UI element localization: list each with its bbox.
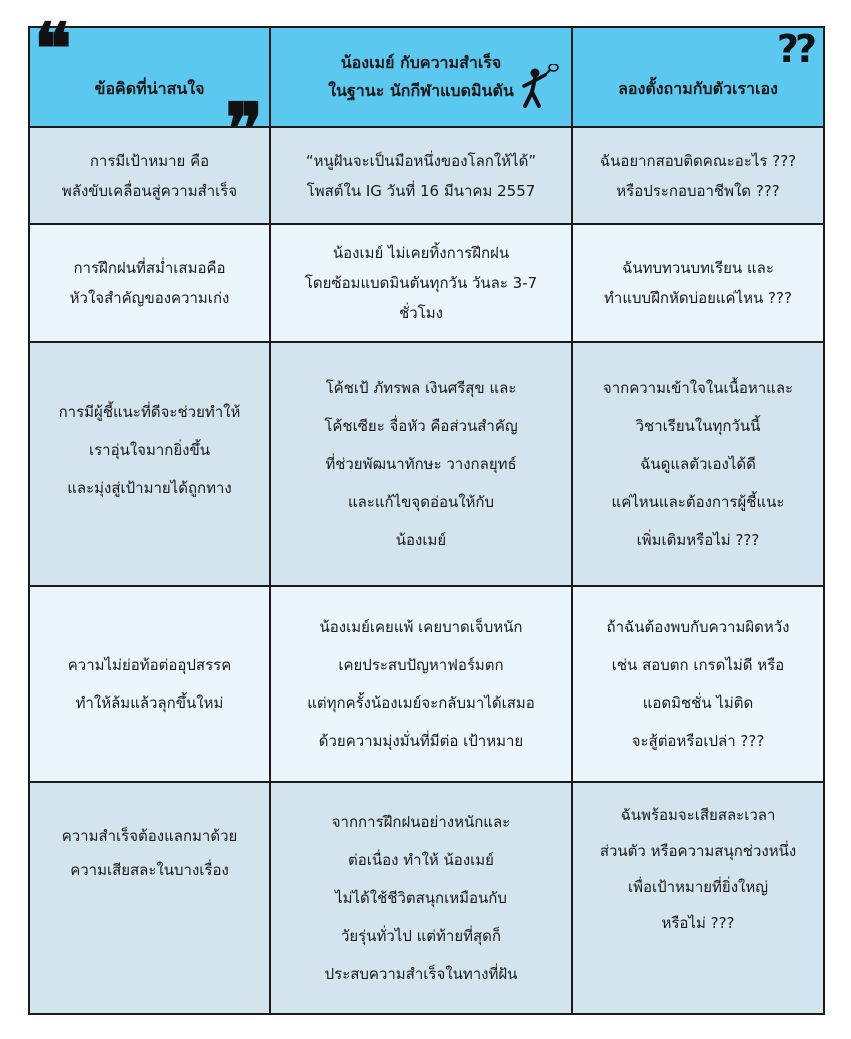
idea-text: การมีเป้าหมาย คือ พลังขับเคลื่อนสู่ความสำเร็จ — [61, 151, 238, 200]
question-marks-icon: ?? — [776, 27, 813, 71]
question-cell — [573, 225, 823, 341]
badminton-player-icon — [515, 64, 561, 110]
table-row — [30, 585, 823, 781]
story-cell — [271, 783, 573, 1013]
reflection-table — [28, 7, 825, 1015]
header-cell-ideas — [30, 7, 271, 126]
question-text: จากความเข้าใจในเนื้อหาและ วิชาเรียนในทุกวันนี้ ฉันดูแลตัวเองได้ดี แค่ไหนและต้องการผู้ชี้แนะ เพิ่มเติมหรือไม่ ??? — [602, 379, 794, 549]
header-ideas-label: ข้อคิดที่น่าสนใจ — [94, 79, 205, 98]
question-text: ฉันพร้อมจะเสียสละเวลา ส่วนตัว หรือความสนุกช่วงหนึ่ง เพื่อเป้าหมายที่ยิ่งใหญ่ หรือไม่ ??? — [599, 806, 797, 932]
idea-cell — [30, 783, 271, 1013]
story-text: จากการฝึกฝนอย่างหนักและ ต่อเนื่อง ทำให้ น้องเมย์ ไม่ได้ใช้ชีวิตสนุกเหมือนกับ วัยรุ่นทั่วไป แต่ท้ายที่สุดก็ ประสบความสำเร็จในทางที่ฝัน — [324, 813, 518, 983]
idea-cell — [30, 128, 271, 223]
question-text: ฉันอยากสอบติดคณะอะไร ??? หรือประกอบอาชีพใด ??? — [599, 151, 797, 200]
story-cell — [271, 128, 573, 223]
story-text: โค้ชเป้ ภัทรพล เงินศรีสุข และ โค้ชเซียะ จื่อหัว คือส่วนสำคัญ ที่ช่วยพัฒนาทักษะ วางกลยุทธ์ และแก้ไขจุดอ่อนให้กับ น้องเมย์ — [324, 379, 518, 549]
question-cell — [573, 783, 823, 1013]
question-text: ฉันทบทวนบทเรียน และ ทำแบบฝึกหัดบ่อยแค่ไหน ??? — [604, 259, 792, 307]
idea-text: ความไม่ย่อท้อต่ออุปสรรค ทำให้ล้มแล้วลุกขึ้นใหม่ — [67, 656, 232, 712]
header-question-label: ลองตั้งถามกับตัวเราเอง — [618, 79, 778, 98]
open-quote-icon: ❝ — [34, 7, 72, 90]
header-row — [30, 7, 823, 126]
header-cell-story — [271, 28, 573, 126]
idea-cell — [30, 587, 271, 781]
question-cell — [573, 343, 823, 585]
table-row — [30, 126, 823, 223]
question-text: ถ้าฉันต้องพบกับความผิดหวัง เช่น สอบตก เกรดไม่ดี หรือ แอดมิชชั่น ไม่ติด จะสู้ต่อหรือเปล่า ??? — [606, 618, 790, 750]
header-cell-question — [573, 28, 823, 126]
story-text: “หนูฝันจะเป็นมือหนึ่งของโลกให้ได้” โพสต์ใน IG วันที่ 16 มีนาคม 2557 — [305, 151, 537, 200]
idea-cell — [30, 343, 271, 585]
story-cell — [271, 343, 573, 585]
story-text: น้องเมย์ ไม่เคยทิ้งการฝึกฝน โดยซ้อมแบดมินตันทุกวัน วันละ 3-7 ชั่วโมง — [304, 244, 538, 322]
story-cell — [271, 587, 573, 781]
idea-text: ความสำเร็จต้องแลกมาด้วย ความเสียสละในบางเรื่อง — [61, 827, 238, 879]
idea-text: การฝึกฝนที่สม่ำเสมอคือ หัวใจสำคัญของความเก่ง — [69, 259, 230, 307]
question-cell — [573, 587, 823, 781]
story-text: น้องเมย์เคยแพ้ เคยบาดเจ็บหนัก เคยประสบปัญหาฟอร์มตก แต่ทุกครั้งน้องเมย์จะกลับมาได้เสมอ ด้วยความมุ่งมั่นที่มีต่อ เป้าหมาย — [307, 618, 535, 750]
header-story-label: น้องเมย์ กับความสำเร็จ ในฐานะ นักกีฬาแบดมินตัน — [328, 53, 514, 100]
question-cell — [573, 128, 823, 223]
table-row — [30, 781, 823, 1013]
idea-cell — [30, 225, 271, 341]
table-row — [30, 223, 823, 341]
story-cell — [271, 225, 573, 341]
table-row — [30, 341, 823, 585]
idea-text: การมีผู้ชี้แนะที่ดีจะช่วยทำให้ เราอุ่นใจมากยิ่งขึ้น และมุ่งสู่เป้ามายได้ถูกทาง — [58, 403, 241, 497]
